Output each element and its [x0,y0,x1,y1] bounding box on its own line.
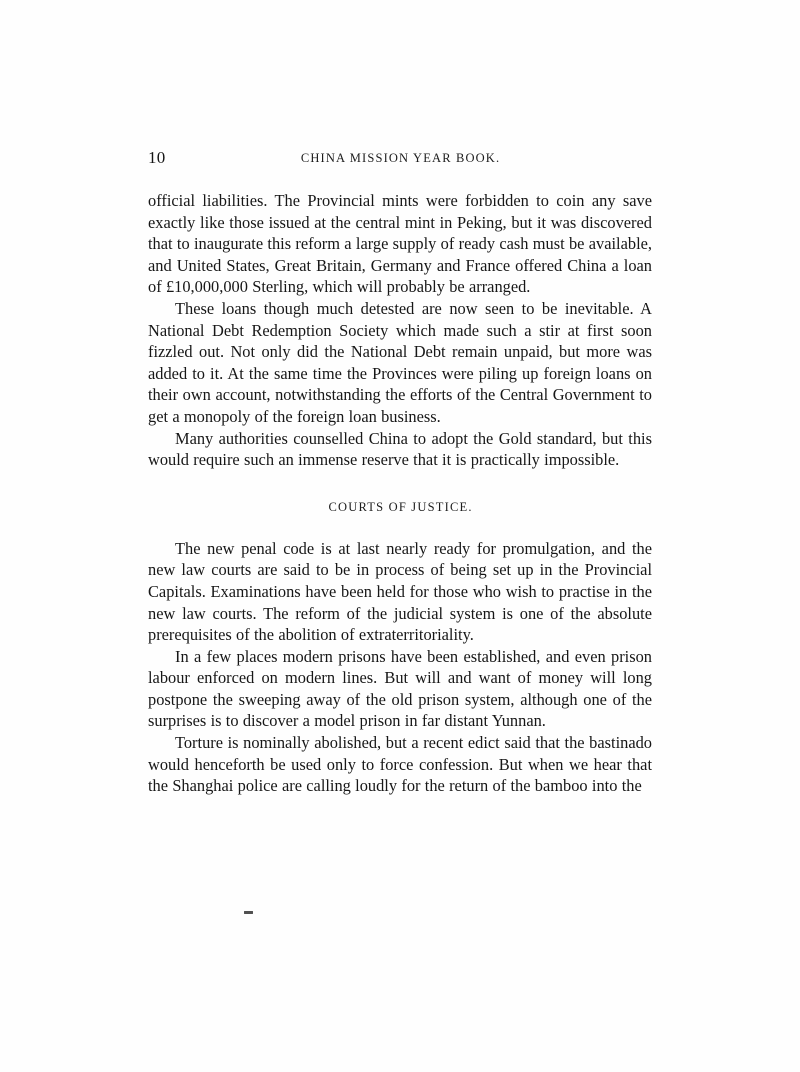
heading-spacer-below [148,517,652,538]
paragraph-official-liabilities: official liabilities. The Provincial mints were forbidden to coin any save exactly like those issued at the central mint in Peking, but it was discovered that to inaugurate this reform a large supply of ready cash must be available, and United States, Great Britain, Germany and France offered China a loan of £10,000,000 Sterling, which will probably be arranged. [148,191,652,297]
body-text-block [148,190,652,797]
running-head [148,148,652,168]
running-title: CHINA MISSION YEAR BOOK. [300,151,501,165]
paragraph-torture-abolished: Torture is nominally abolished, but a recent edict said that the bastinado would henceforth be used only to force confession. But when we hear that the Shanghai police are calling loudly for the return of the bamboo into the [148,733,652,796]
paragraph-penal-code: The new penal code is at last nearly ready for promulgation, and the new law courts are said to be in process of being set up in the Provincial Capitals. Examinations have been held for those who wish to practise in the new law courts. The reform of the judicial system is one of the absolute prerequisites of the abolition of extraterritoriality. [148,538,652,645]
scan-artifact-speck [244,911,253,914]
page-number: 10 [148,148,166,167]
section-heading-courts-of-justice: COURTS OF JUSTICE. [328,499,473,514]
heading-spacer-above [148,471,652,498]
paragraph-loans-detested: These loans though much detested are now seen to be inevitable. A National Debt Redemption Society which made such a stir at first soon fizzled out. Not only did the National Debt remain unpaid, but more was added to it. At the same time the Provinces were piling up foreign loans on their own account, notwithstanding the efforts of the Central Government to get a monopoly of the foreign loan business. [148,298,652,426]
paragraph-modern-prisons: In a few places modern prisons have been established, and even prison labour enforced on modern lines. But will and want of money will long postpone the sweeping away of the old prison system, although one of the surprises is to discover a model prison in far distant Yunnan. [148,646,652,731]
paragraph-gold-standard: Many authorities counselled China to adopt the Gold standard, but this would require such an immense reserve that it is practically impossible. [148,428,652,470]
